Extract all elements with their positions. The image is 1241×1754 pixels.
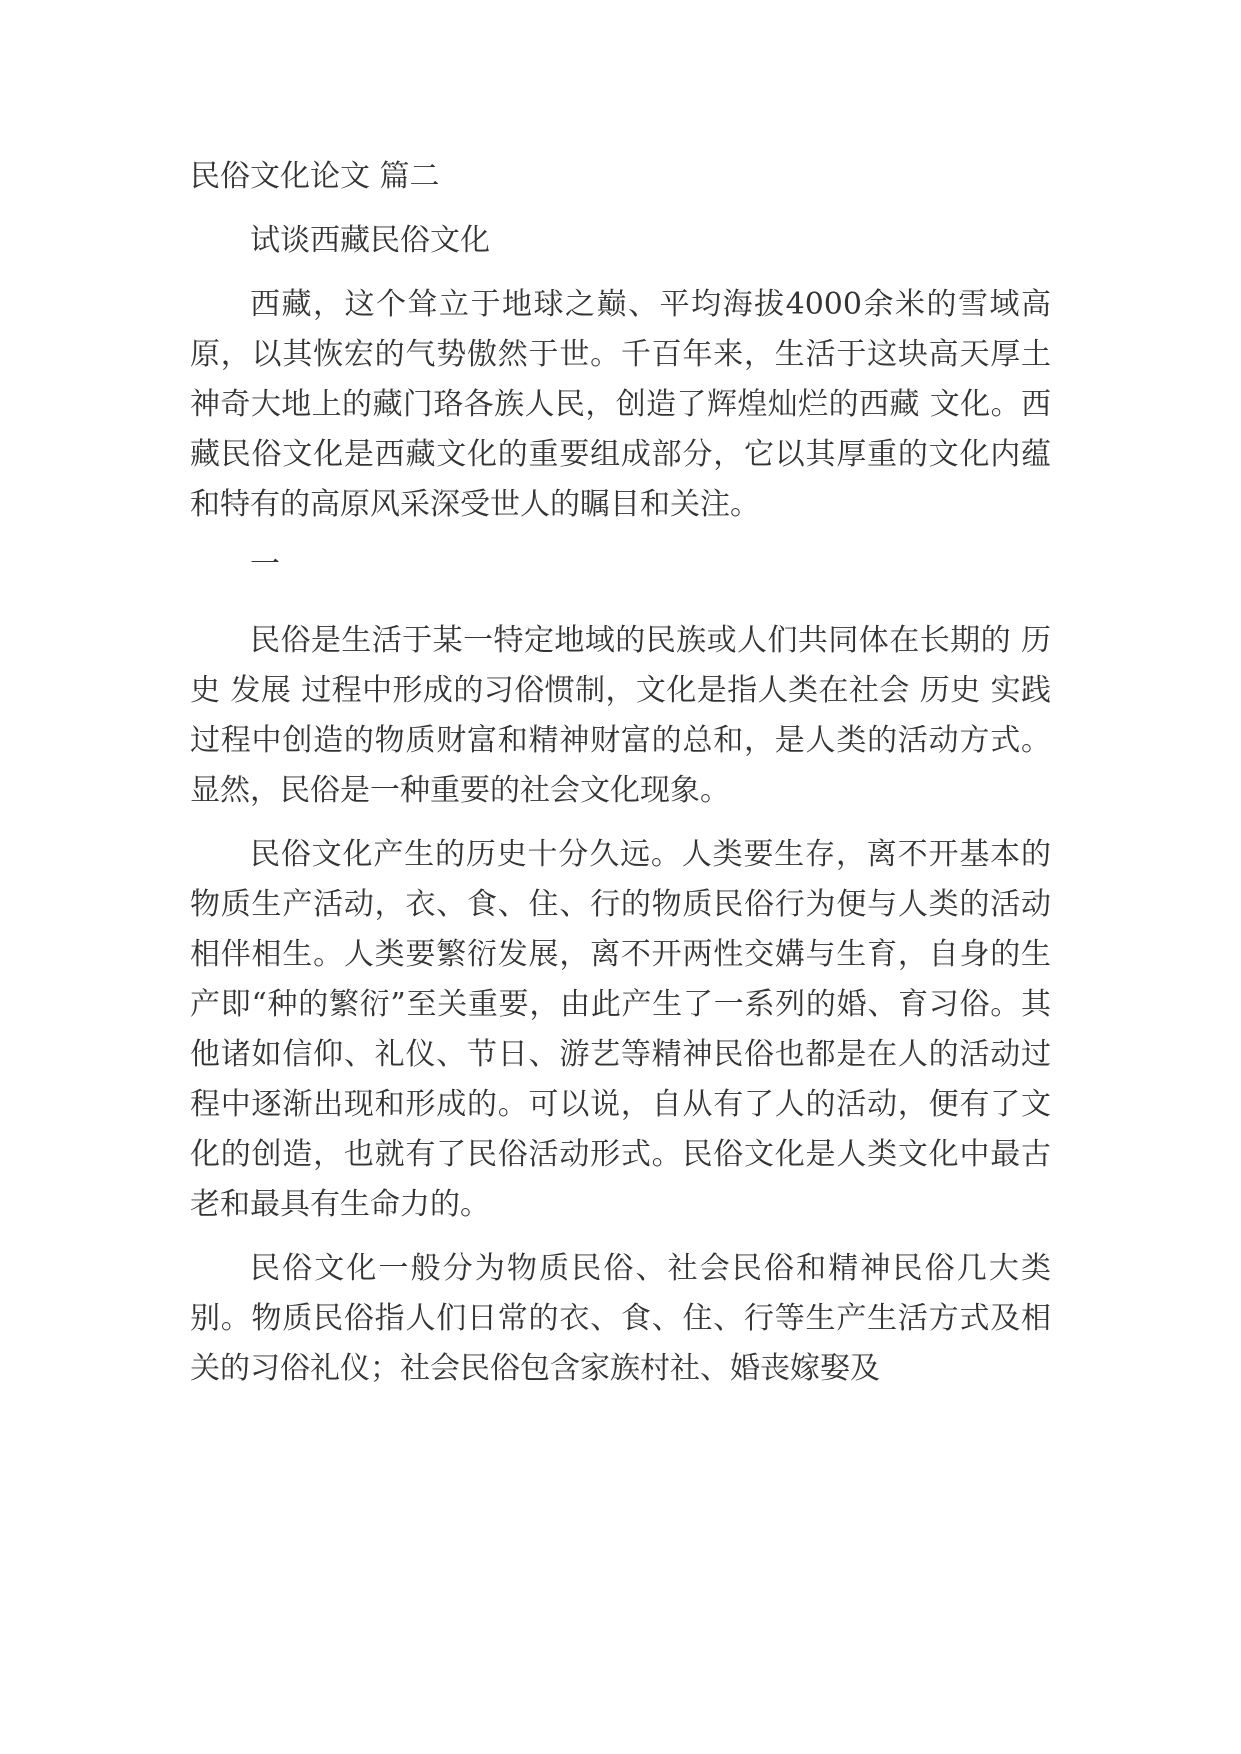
paragraph-categories: 民俗文化一般分为物质民俗、社会民俗和精神民俗几大类别。物质民俗指人们日常的衣、食、住、行等生产生活方式及相关的习俗礼仪；社会民俗包含家族村社、婚丧嫁娶及 [190, 1251, 1051, 1386]
document-header: 民俗文化论文 篇二 [190, 159, 440, 194]
paragraph-intro: 西藏，这个耸立于地球之巅、平均海拔4000余米的雪域高原，以其恢宏的气势傲然于世。千百年来，生活于这块高天厚土神奇大地上的藏门珞各族人民，创造了辉煌灿烂的西藏 文化。西藏民俗文化是西藏文化的重要组成部分，它以其厚重的文化内蕴和特有的高原风采深受世人的瞩目和关注。 [190, 287, 1051, 522]
section-number: 一 [250, 547, 280, 582]
paragraph-definition: 民俗是生活于某一特定地域的民族或人们共同体在长期的 历史 发展 过程中形成的习俗惯制，文化是指人类在社会 历史 实践过程中创造的物质财富和精神财富的总和，是人类的活动方式。显然，民俗是一种重要的社会文化现象。 [190, 623, 1051, 808]
paragraph-origin: 民俗文化产生的历史十分久远。人类要生存，离不开基本的物质生产活动，衣、食、住、行的物质民俗行为便与人类的活动相伴相生。人类要繁衍发展，离不开两性交媾与生育，自身的生产即“种的繁衍”至关重要，由此产生了一系列的婚、育习俗。其他诸如信仰、礼仪、节日、游艺等精神民俗也都是在人的活动过程中逐渐出现和形成的。可以说，自从有了人的活动，便有了文化的创造，也就有了民俗活动形式。民俗文化是人类文化中最古老和最具有生命力的。 [190, 837, 1051, 1222]
document-body [190, 152, 1051, 1394]
article-title: 试谈西藏民俗文化 [250, 223, 490, 258]
